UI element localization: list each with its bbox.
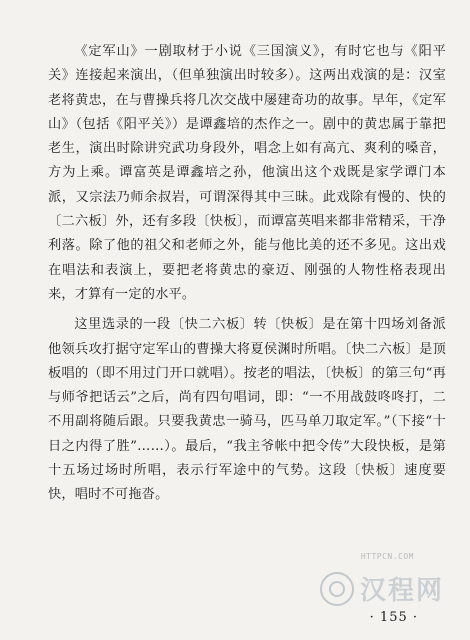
page-number: · 155 · bbox=[369, 610, 418, 625]
paragraph-intro: 《定军山》一剧取材于小说《三国演义》，有时它也与《阳平关》连接起来演出，（但单独演出时较多）。这两出戏演的是：汉室老将黄忠，在与曹操兵将几次交战中屡建奇功的故事。早年，《定军山》（包括《阳平关》）是谭鑫培的杰作之一。剧中的黄忠属于靠把老生，演出时除讲究武功身段外，唱念上如有高亢、爽利的嗓音，方为上乘。谭富英是谭鑫培之孙，他演出这个戏既是家学谭门本派，又宗法乃师余叔岩，可谓深得其中三昧。此戏除有慢的、快的〔二六板〕外，还有多段〔快板〕，而谭富英唱来都非常精采，干净利落。除了他的祖父和老师之外，能与他比美的还不多见。这出戏在唱法和表演上，要把老将黄忠的豪迈、刚强的人物性格表现出来，才算有一定的水平。 bbox=[48, 44, 446, 302]
page-body bbox=[48, 40, 446, 514]
watermark bbox=[320, 570, 444, 607]
paragraph-selection: 这里选录的一段〔快二六板〕转〔快板〕是在第十四场刘备派他领兵攻打据守定军山的曹操大将夏侯渊时所唱。〔快二六板〕是顶板唱的（即不用过门开口就唱）。按老的唱法，〔快板〕的第三句“再与师爷把话云”之后，尚有四句唱词，即：“一不用战鼓咚咚打，二不用副将随后跟。只要我黄忠一骑马，匹马单刀取定军。”（下接“十日之内得了胜”……）。最后，“我主爷帐中把令传”大段快板，是第十五场过场时所唱，表示行军途中的气势。这段〔快板〕速度要快，唱时不可拖沓。 bbox=[48, 317, 446, 503]
watermark-text: 汉程网 bbox=[359, 576, 444, 606]
hancheng-logo-icon bbox=[320, 572, 354, 606]
watermark-url: HTTPCN.COM bbox=[360, 552, 414, 561]
